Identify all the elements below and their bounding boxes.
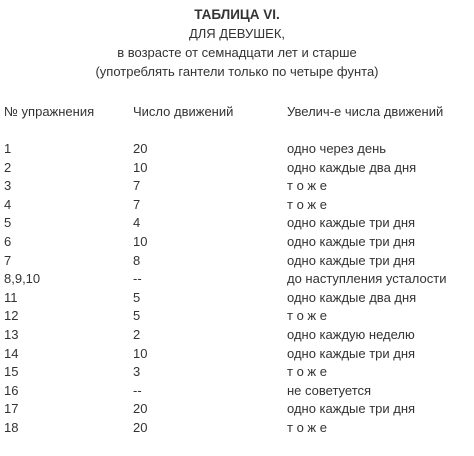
table-row [0,234,474,253]
movement-count-cell: 10 [133,159,148,175]
exercise-number-cell: 13 [4,327,19,342]
increase-cell: одно каждые три дня [287,252,416,268]
increase-cell: т о ж е [287,308,327,324]
movement-count-cell: 5 [133,289,141,305]
increase-cell: одно через день [287,141,387,156]
table-row [0,197,474,216]
table-title: ТАБЛИЦА VI. [194,7,280,22]
movement-count-cell: -- [133,271,142,287]
exercise-number-cell: 8,9,10 [4,271,41,287]
movement-count-cell: 2 [133,327,141,342]
exercise-number-cell: 3 [4,178,12,194]
table-subtitle-age: в возрасте от семнадцати лет и старше [117,45,357,60]
increase-cell: одно каждые три дня [287,215,416,231]
column-header-exercise-number: № упражнения [4,104,95,119]
exercise-number-cell: 6 [4,234,12,249]
movement-count-cell: 5 [133,308,141,324]
increase-cell: одно каждые три дня [287,234,416,249]
table-row [0,215,474,234]
movement-count-cell: 10 [133,234,148,249]
movement-count-cell: 10 [133,345,148,361]
table-row [0,253,474,272]
table-subtitle-audience: ДЛЯ ДЕВУШЕК, [188,26,286,41]
table-row [0,271,474,290]
increase-cell: не советуется [287,382,372,398]
exercise-number-cell: 14 [4,345,19,361]
column-header-increase: Увелич-е числа движений [287,104,444,119]
exercise-number-cell: 2 [4,159,12,175]
increase-cell: одно каждые три дня [287,401,416,417]
table-row [0,141,474,160]
movement-count-cell: 8 [133,252,141,268]
exercise-number-cell: 5 [4,215,12,231]
table-row [0,160,474,179]
increase-cell: одно каждую неделю [287,327,415,342]
movement-count-cell: 20 [133,401,148,417]
increase-cell: до наступления усталости [287,271,447,287]
exercise-number-cell: 18 [4,420,19,435]
increase-cell: т о ж е [287,364,327,380]
movement-count-cell: 4 [133,215,141,231]
table-row [0,308,474,327]
increase-cell: т о ж е [287,196,327,212]
column-header-movement-count: Число движений [133,104,234,119]
exercise-number-cell: 12 [4,308,19,324]
increase-cell: одно каждые два дня [287,289,417,305]
movement-count-cell: 3 [133,364,141,380]
movement-count-cell: 20 [133,141,148,156]
movement-count-cell: 7 [133,196,141,212]
movement-count-cell: 20 [133,420,148,435]
table-row [0,346,474,365]
exercise-number-cell: 4 [4,196,12,212]
table-subtitle-note: (употреблять гантели только по четыре фунта) [95,64,379,79]
movement-count-cell: 7 [133,178,141,194]
exercise-number-cell: 16 [4,382,19,398]
increase-cell: одно каждые два дня [287,159,417,175]
table-row [0,178,474,197]
exercise-number-cell: 11 [4,289,18,305]
table-row [0,364,474,383]
increase-cell: т о ж е [287,420,327,435]
exercise-number-cell: 1 [4,141,12,156]
table-row [0,290,474,309]
movement-count-cell: -- [133,382,142,398]
exercise-number-cell: 17 [4,401,19,417]
exercise-number-cell: 15 [4,364,19,380]
increase-cell: т о ж е [287,178,327,194]
table-header [0,5,474,81]
table-row [0,327,474,346]
table-row [0,401,474,420]
increase-cell: одно каждые три дня [287,345,416,361]
exercise-number-cell: 7 [4,252,12,268]
table-row [0,383,474,402]
table-row [0,420,474,439]
